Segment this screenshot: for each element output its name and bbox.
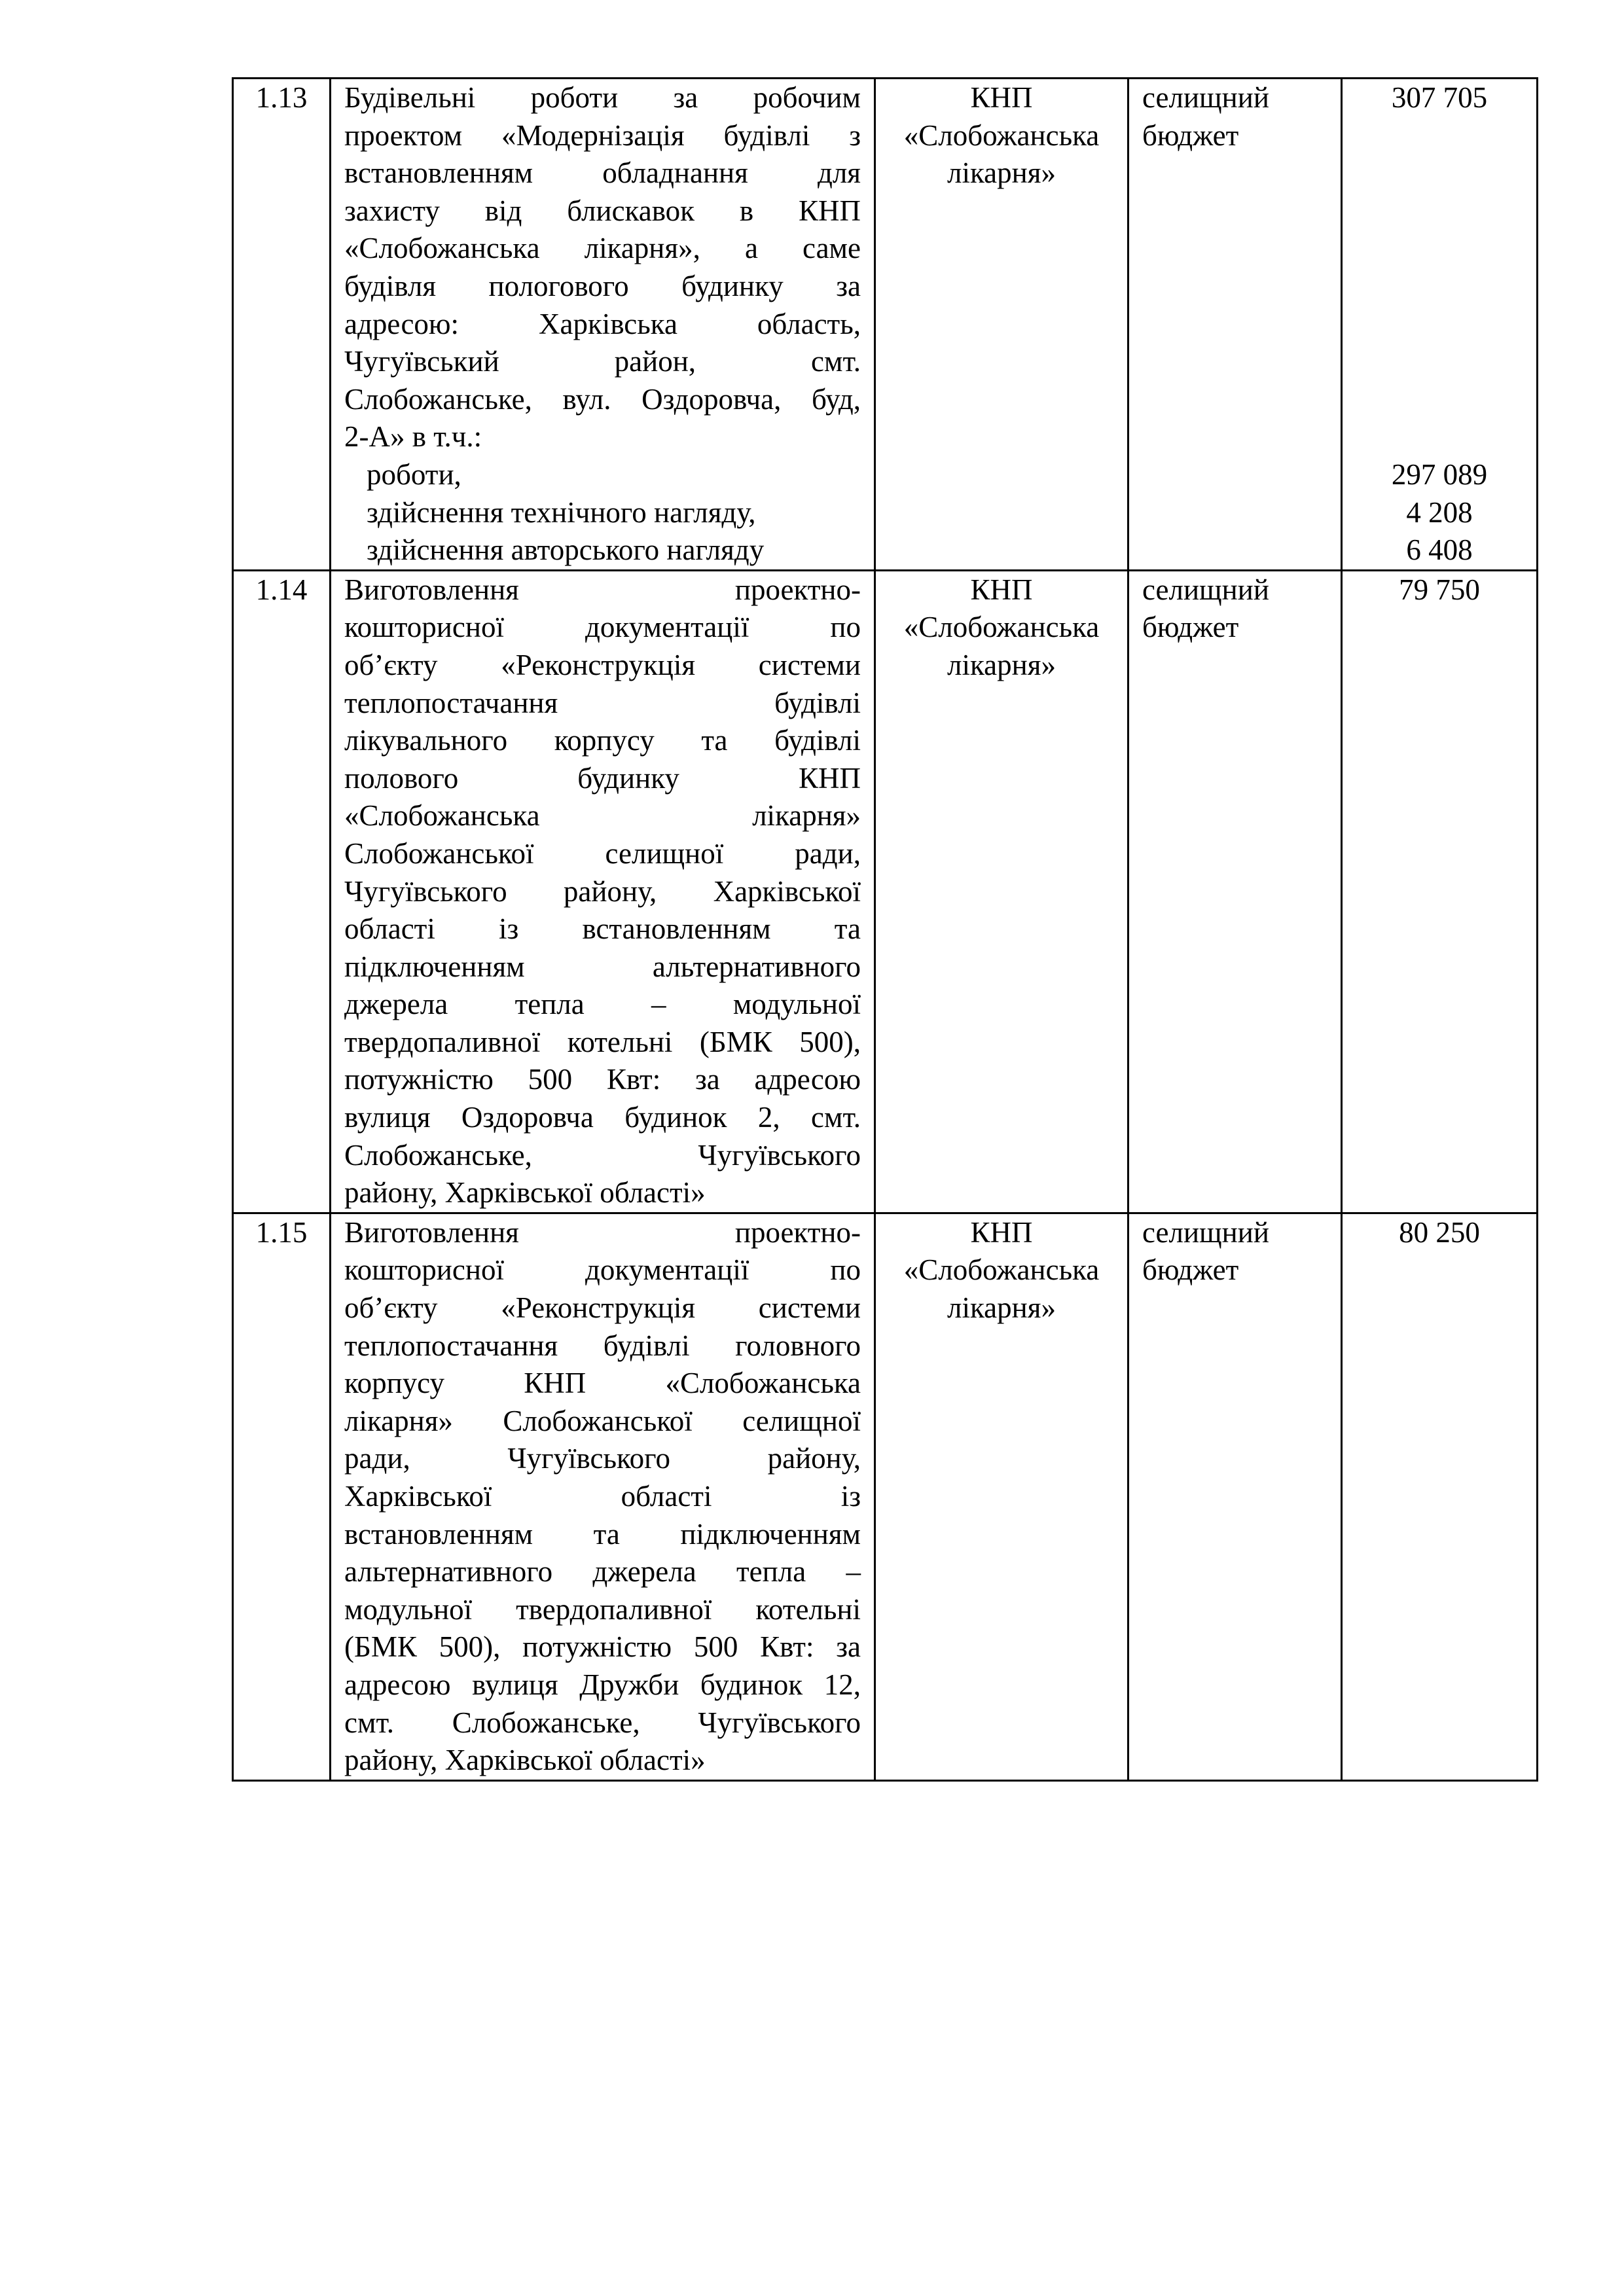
description-line: лікувального корпусу та будівлі [344, 724, 861, 757]
description-line: вулиця Оздоровча будинок 2, смт. [344, 1101, 861, 1134]
description-line: області із встановленням та [344, 912, 861, 946]
description-line: Слобожанське, вул. Оздоровча, буд, [344, 382, 861, 416]
description-line: адресою вулиця Дружби будинок 12, [344, 1668, 861, 1701]
description-line: теплопостачання будівлі [344, 686, 861, 719]
executor-cell [875, 1213, 1128, 1780]
description-line: джерела тепла – модульної [344, 988, 861, 1021]
description-line: захисту від блискавок в КНП [344, 194, 861, 227]
description-line: смт. Слобожанське, Чугуївського [344, 1706, 861, 1739]
funding-source-line: селищний [1142, 1215, 1269, 1249]
description-cell [331, 1213, 875, 1780]
sub-item-works: роботи, [367, 457, 461, 491]
description-line: встановленням обладнання для [344, 156, 861, 190]
executor-cell [875, 570, 1128, 1213]
description-line: Слобожанської селищної ради, [344, 836, 861, 870]
description-line: підключенням альтернативного [344, 950, 861, 983]
description-line: полового будинку КНП [344, 761, 861, 795]
description-line: Виготовлення проектно- [344, 573, 861, 606]
amount-total: 307 705 [1391, 81, 1488, 114]
description-line: Чугуївського району, Харківської [344, 874, 861, 908]
description-line: проектом «Модернізація будівлі з [344, 118, 861, 152]
executor-line: лікарня» [947, 648, 1056, 681]
description-line: «Слобожанська лікарня», а саме [344, 232, 861, 265]
table-row [233, 570, 1538, 1213]
funding-source-line: селищний [1142, 573, 1269, 606]
executor-line: КНП [970, 1215, 1033, 1249]
description-cell [331, 79, 875, 571]
funding-source-line: бюджет [1142, 611, 1239, 644]
description-line: Будівельні роботи за робочим [344, 81, 861, 114]
description-line: Харківської області із [344, 1480, 861, 1513]
description-line: кошторисної документації по [344, 611, 861, 644]
row-number: 1.15 [255, 1215, 308, 1249]
description-line: корпусу КНП «Слобожанська [344, 1367, 861, 1400]
executor-line: лікарня» [947, 156, 1056, 190]
executor-line: КНП [970, 573, 1033, 606]
sub-item-technical-supervision: здійснення технічного нагляду, [367, 495, 756, 529]
description-line: будівля пологового будинку за [344, 269, 861, 302]
description-line: Чугуївський район, смт. [344, 345, 861, 378]
description-line: ради, Чугуївського району, [344, 1442, 861, 1475]
amount-technical-supervision: 4 208 [1406, 495, 1473, 529]
amount-total: 80 250 [1399, 1215, 1480, 1249]
description-line: теплопостачання будівлі головного [344, 1329, 861, 1362]
sub-item-author-supervision: здійснення авторського нагляду [367, 533, 765, 567]
description-line: встановленням та підключенням [344, 1517, 861, 1551]
description-line: модульної твердопаливної котельні [344, 1592, 861, 1626]
description-line: адресою: Харківська область, [344, 307, 861, 340]
description-line: району, Харківської області» [344, 1744, 706, 1777]
row-number: 1.14 [255, 573, 308, 606]
description-line: району, Харківської області» [344, 1176, 706, 1210]
row-number-cell [233, 79, 331, 571]
description-line: (БМК 500), потужністю 500 Квт: за [344, 1630, 861, 1664]
executor-line: «Слобожанська [903, 611, 1100, 644]
description-line: 2-А» в т.ч.: [344, 420, 482, 454]
description-line: Слобожанське, Чугуївського [344, 1138, 861, 1172]
description-line: об’єкту «Реконструкція системи [344, 1291, 861, 1325]
row-number: 1.13 [255, 81, 308, 114]
description-line: Виготовлення проектно- [344, 1215, 861, 1249]
executor-line: «Слобожанська [903, 1253, 1100, 1287]
funding-source-line: бюджет [1142, 118, 1239, 152]
description-line: лікарня» Слобожанської селищної [344, 1404, 861, 1437]
funding-source-cell [1128, 1213, 1342, 1780]
funding-source-line: селищний [1142, 81, 1269, 114]
row-number-cell [233, 1213, 331, 1780]
executor-line: «Слобожанська [903, 118, 1100, 152]
description-line: об’єкту «Реконструкція системи [344, 648, 861, 681]
amount-total: 79 750 [1399, 573, 1480, 606]
description-cell [331, 570, 875, 1213]
funding-source-cell [1128, 79, 1342, 571]
executor-cell [875, 79, 1128, 571]
table-row [233, 1213, 1538, 1780]
funding-source-line: бюджет [1142, 1253, 1239, 1287]
description-line: кошторисної документації по [344, 1253, 861, 1287]
description-line: альтернативного джерела тепла – [344, 1555, 861, 1588]
description-line: твердопаливної котельні (БМК 500), [344, 1025, 861, 1058]
description-line: потужністю 500 Квт: за адресою [344, 1063, 861, 1096]
row-number-cell [233, 570, 331, 1213]
amount-works: 297 089 [1391, 457, 1488, 491]
amount-cell [1342, 1213, 1538, 1780]
amount-cell [1342, 79, 1538, 571]
amount-author-supervision: 6 408 [1406, 533, 1473, 567]
table-row [233, 79, 1538, 571]
funding-source-cell [1128, 570, 1342, 1213]
description-line: «Слобожанська лікарня» [344, 799, 861, 833]
amount-spacer [1350, 117, 1528, 456]
executor-line: лікарня» [947, 1291, 1056, 1325]
measures-table [232, 77, 1538, 1782]
executor-line: КНП [970, 81, 1033, 114]
amount-cell [1342, 570, 1538, 1213]
